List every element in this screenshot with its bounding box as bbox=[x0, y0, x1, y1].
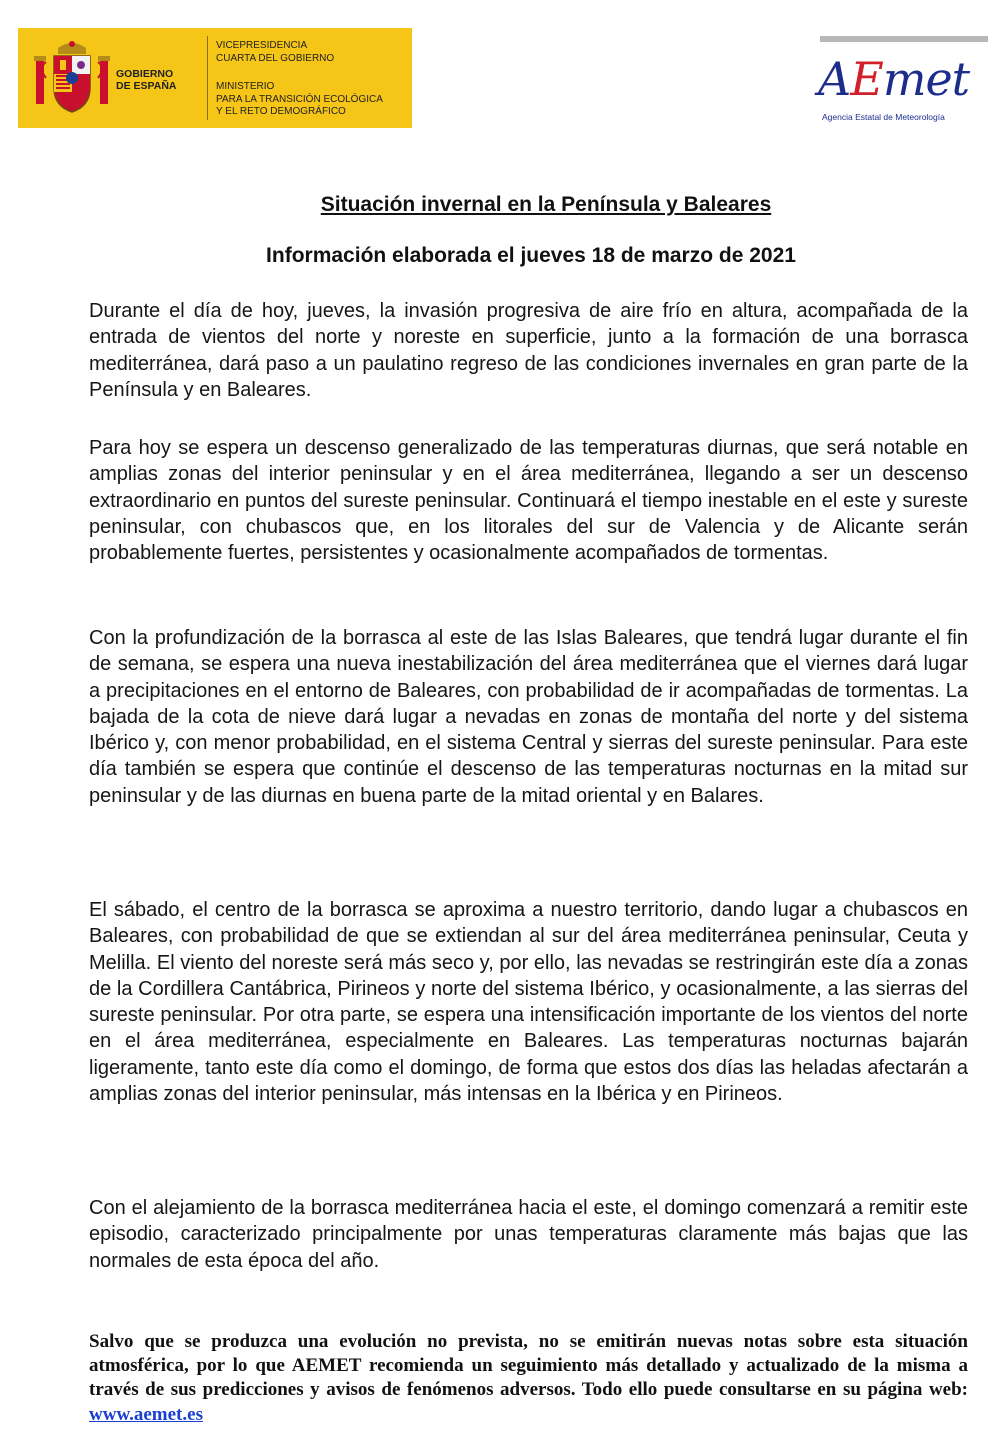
footer-note bbox=[89, 1330, 968, 1427]
aemet-logo bbox=[818, 52, 970, 106]
government-banner bbox=[18, 28, 412, 128]
government-name: GOBIERNO DE ESPAÑA bbox=[116, 68, 177, 92]
banner-divider bbox=[207, 36, 208, 120]
aemet-top-bar bbox=[820, 36, 988, 42]
document-subtitle: Información elaborada el jueves 18 de marzo de 2021 bbox=[266, 244, 796, 267]
paragraph-1: Durante el día de hoy, jueves, la invasión progresiva de aire frío en altura, acompañada de la entrada de vientos del norte y noreste en superficie, junto a la formación de una borrasca mediterránea, dará paso a un paulatino regreso de las condiciones invernales en gran parte de la Península y en Baleares. bbox=[89, 300, 968, 401]
aemet-logo-rest: met bbox=[882, 52, 970, 106]
ministry-label: MINISTERIO PARA LA TRANSICIÓN ECOLÓGICA Y EL RETO DEMOGRÁFICO bbox=[216, 81, 383, 117]
aemet-logo-a: A bbox=[818, 52, 851, 106]
document-title: Situación invernal en la Península y Baleares bbox=[320, 193, 772, 216]
paragraph-4: El sábado, el centro de la borrasca se aproxima a nuestro territorio, dando lugar a chubascos en Baleares, con probabilidad de que se extiendan al sur del área mediterránea peninsular, Ceuta y Melilla. El viento del noreste será más seco y, por ello, las nevadas se restringirán este día a zonas de la Cordillera Cantábrica, Pirineos y norte del sistema Ibérico, y ocasionalmente, a las sierras del sureste peninsular. Por otra parte, se espera una intensificación importante de los vientos del norte en el área mediterránea, especialmente en Baleares. Las temperaturas nocturnas bajarán ligeramente, tanto este día como el domingo, de forma que estos dos días las heladas afectarán a amplias zonas del interior peninsular, más intensas en la Ibérica y en Pirineos. bbox=[89, 899, 968, 1106]
coat-of-arms-icon bbox=[32, 38, 112, 120]
aemet-tagline: Agencia Estatal de Meteorología bbox=[822, 112, 945, 122]
aemet-website-link[interactable]: www.aemet.es bbox=[89, 1403, 203, 1425]
paragraph-2: Para hoy se espera un descenso generalizado de las temperaturas diurnas, que será notable en amplias zonas del interior peninsular y en el área mediterránea, llegando a ser un descenso extraordinario en puntos del sureste peninsular. Continuará el tiempo inestable en el este y sureste peninsular, con chubascos que, en los litorales del sur de Valencia y de Alicante serán probablemente fuertes, persistentes y ocasionalmente acompañados de tormentas. bbox=[89, 437, 968, 565]
footer-text: Salvo que se produzca una evolución no prevista, no se emitirán nuevas notas sobre esta situación atmosférica, por lo que AEMET recomienda un seguimiento más detallado y actualizado de la misma a través de sus predicciones y avisos de fenómenos adversos. Todo ello puede consultarse en su página web: bbox=[89, 1331, 968, 1401]
paragraph-5: Con el alejamiento de la borrasca mediterránea hacia el este, el domingo comenzará a remitir este episodio, caracterizado principalmente por unas temperaturas claramente más bajas que las normales de esta época del año. bbox=[89, 1197, 968, 1272]
vicepresidency-label: VICEPRESIDENCIA CUARTA DEL GOBIERNO bbox=[216, 40, 335, 64]
paragraph-3: Con la profundización de la borrasca al este de las Islas Baleares, que tendrá lugar durante el fin de semana, se espera una nueva inestabilización del área mediterránea que el viernes dará lugar a precipitaciones en el entorno de Baleares, con probabilidad de ir acompañadas de tormentas. La bajada de la cota de nieve dará lugar a nevadas en zonas de montaña del norte y del sistema Ibérico y, con menor probabilidad, en el sistema Central y sierras del sureste peninsular. Para este día también se espera que continúe el descenso de las temperaturas nocturnas en la mitad sur peninsular y de las diurnas en buena parte de la mitad oriental y en Balares. bbox=[89, 627, 968, 807]
aemet-logo-e: E bbox=[850, 52, 883, 106]
